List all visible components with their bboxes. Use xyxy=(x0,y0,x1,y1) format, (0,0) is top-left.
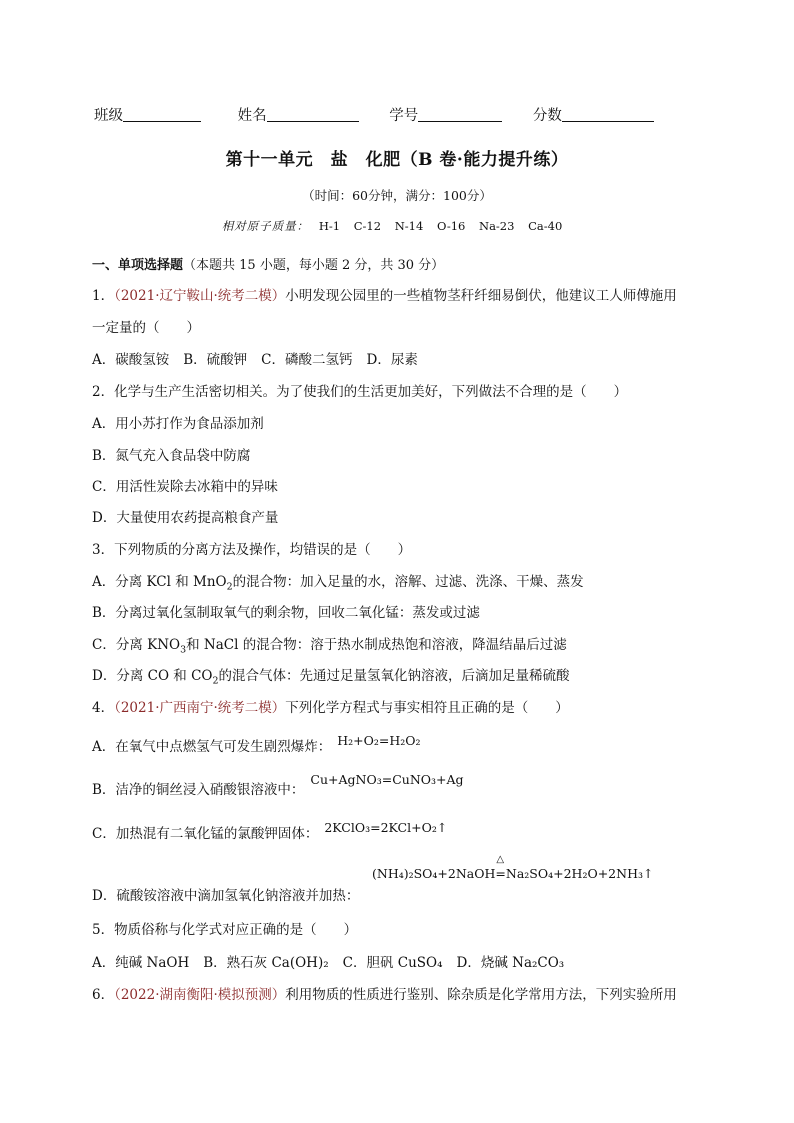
q6-number: 6． xyxy=(92,987,115,1003)
q5-options xyxy=(92,951,578,971)
q3-option-c xyxy=(92,633,567,656)
q4-c-text: C．加热混有二氧化锰的氯酸钾固体： xyxy=(92,826,319,842)
q4-stem-line xyxy=(92,696,569,716)
q2-option-a: A．用小苏打作为食品添加剂 xyxy=(92,416,264,432)
class-label: 班级 xyxy=(94,108,123,124)
q3-c-subscript: 3 xyxy=(180,644,187,656)
q4-option-d xyxy=(92,884,359,904)
q3-option-b: B．分离过氧化氢制取氧气的剩余物，回收二氧化锰：蒸发或过滤 xyxy=(92,605,480,621)
q1-stem-line1 xyxy=(92,284,677,304)
q6-stem: 利用物质的性质进行鉴别、除杂质是化学常用方法，下列实验所用 xyxy=(285,987,677,1003)
atomic-mass-value: Na-23 xyxy=(479,219,515,233)
atomic-mass-line xyxy=(0,218,794,234)
q4-d-eq-left: (NH₄)₂SO₄+2NaOH xyxy=(372,866,496,881)
exam-title: 第十一单元 盐 化肥（B 卷·能力提升练） xyxy=(225,150,569,170)
q3-d-subscript: 2 xyxy=(212,675,219,687)
q4-stem: 下列化学方程式与事实相符且正确的是（ ） xyxy=(285,700,569,716)
class-field xyxy=(94,104,201,125)
q3-stem: 3．下列物质的分离方法及操作，均错误的是（ ） xyxy=(92,542,412,558)
q3-a-subscript: 2 xyxy=(226,581,233,593)
q3-a-text: A．分离 KCl 和 MnO xyxy=(92,574,227,590)
q1-option-c: C．磷酸二氢钙 xyxy=(261,352,353,368)
q4-a-text: A．在氧气中点燃氢气可发生剧烈爆炸： xyxy=(92,739,332,755)
q3-c-text: C．分离 KNO xyxy=(92,637,181,653)
q3-a-text-rest: 的混合物：加入足量的水，溶解、过滤、洗涤、干燥、蒸发 xyxy=(232,574,584,590)
atomic-mass-value: N-14 xyxy=(394,219,424,233)
q3-d-text: D．分离 CO 和 CO xyxy=(92,668,213,684)
atomic-mass-value: O-16 xyxy=(436,219,466,233)
q1-number: 1． xyxy=(92,288,115,304)
name-field xyxy=(238,104,359,125)
section-heading xyxy=(92,254,444,273)
q1-option-a: A．碳酸氢铵 xyxy=(92,352,170,368)
q4-b-text: B．洁净的铜丝浸入硝酸银溶液中： xyxy=(92,782,305,798)
q4-d-eq-right: Na₂SO₄+2H₂O+2NH₃↑ xyxy=(505,866,654,881)
q5-option-a: A．纯碱 NaOH xyxy=(92,955,190,971)
section-title: 一、单项选择题 xyxy=(92,258,184,273)
q4-d-eq-sign: △ = xyxy=(495,854,506,881)
atomic-mass-value: Ca-40 xyxy=(528,219,563,233)
q6-stem-line xyxy=(92,983,677,1003)
q4-option-a xyxy=(92,735,421,755)
id-label: 学号 xyxy=(389,108,419,124)
name-label: 姓名 xyxy=(237,108,267,124)
q4-option-b xyxy=(92,772,464,798)
q4-option-c xyxy=(92,822,447,842)
q1-stem: 小明发现公园里的一些植物茎秆纤细易倒伏，他建议工人师傅施用 xyxy=(285,288,677,304)
q4-c-equation: 2KClO₃=2KCl+O₂↑ xyxy=(324,820,448,835)
q1-option-d: D．尿素 xyxy=(366,352,418,368)
q5-option-b: B．熟石灰 Ca(OH)₂ xyxy=(203,955,329,971)
q1-options xyxy=(92,348,432,368)
q1-source: （2021·辽宁鞍山·统考二模） xyxy=(114,288,286,304)
section-note: （本题共 15 小题，每小题 2 分，共 30 分） xyxy=(183,258,445,273)
q6-source: （2022·湖南衡阳·模拟预测） xyxy=(114,987,286,1003)
q3-option-d xyxy=(92,664,570,687)
delta-symbol: △ xyxy=(496,854,505,865)
atomic-mass-label: 相对原子质量： xyxy=(221,219,310,233)
q2-option-d: D．大量使用农药提高粮食产量 xyxy=(92,510,279,526)
class-blank xyxy=(123,107,201,122)
q1-option-b: B．硫酸钾 xyxy=(183,352,248,368)
name-blank xyxy=(267,107,359,122)
q3-c-text-rest: 和 NaCl 的混合物：溶于热水制成热饱和溶液，降温结晶后过滤 xyxy=(186,637,567,653)
id-field xyxy=(389,104,502,125)
q5-option-c: C．胆矾 CuSO₄ xyxy=(342,955,443,971)
q2-option-c: C．用活性炭除去冰箱中的异味 xyxy=(92,479,278,495)
atomic-mass-value: C-12 xyxy=(353,219,382,233)
student-info-header xyxy=(94,104,714,125)
q4-source: （2021·广西南宁·统考二模） xyxy=(114,700,286,716)
id-blank xyxy=(418,107,502,122)
q2-option-b: B．氮气充入食品袋中防腐 xyxy=(92,448,251,464)
q4-a-equation: H₂+O₂=H₂O₂ xyxy=(337,733,421,748)
q5-option-d: D．烧碱 Na₂CO₃ xyxy=(456,955,565,971)
score-field xyxy=(533,104,654,125)
q3-option-a xyxy=(92,570,584,593)
q4-d-equation xyxy=(372,854,654,881)
q4-d-text: D．硫酸铵溶液中滴加氢氧化钠溶液并加热： xyxy=(92,888,360,904)
score-blank xyxy=(562,107,654,122)
exam-subtitle: （时间：60分钟，满分：100分） xyxy=(302,188,492,203)
atomic-mass-value: H-1 xyxy=(318,219,341,233)
q3-d-text-rest: 的混合气体：先通过足量氢氧化钠溶液，后滴加足量稀硫酸 xyxy=(218,668,570,684)
q4-number: 4． xyxy=(92,700,115,716)
q4-b-equation: Cu+AgNO₃=CuNO₃+Ag xyxy=(310,772,464,787)
q2-stem: 2．化学与生产生活密切相关。为了使我们的生活更加美好，下列做法不合理的是（ ） xyxy=(92,384,628,400)
q5-stem: 5．物质俗称与化学式对应正确的是（ ） xyxy=(92,922,358,938)
q1-stem-line2: 一定量的（ ） xyxy=(92,320,200,336)
score-label: 分数 xyxy=(532,108,562,124)
